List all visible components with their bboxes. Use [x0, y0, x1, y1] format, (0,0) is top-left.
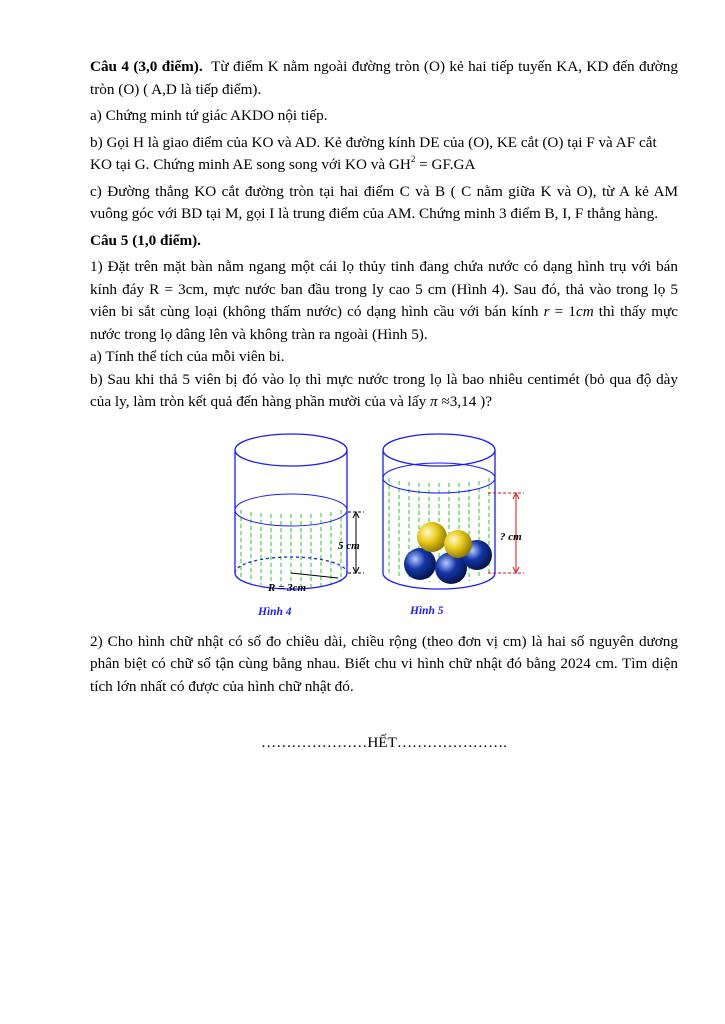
q4-c: c) Đường thẳng KO cắt đường tròn tại hai điểm C và B ( C nằm giữa K và O), từ A kẻ AM vuông góc với BD tại M, gọi I là trung điểm của AM. Chứng minh 3 điểm B, I, F thẳng hàng. — [90, 182, 678, 222]
cylinder-hinh-5 — [383, 434, 524, 589]
q5-r-unit: cm — [575, 303, 594, 320]
q4-intro-text: Từ điểm K nằm ngoài đường tròn (O) kẻ hai tiếp tuyến KA, KD đến đường tròn (O) ( A,D là tiếp điểm). — [90, 58, 678, 98]
cylinder-figure — [226, 428, 556, 623]
q5-p1 — [90, 256, 678, 346]
q4-intro — [90, 56, 678, 101]
q5-p1-tail: thì thấy mực nước trong lọ dâng lên và không tràn ra ngoài (Hình 5). — [90, 303, 679, 343]
q5-title: Câu 5 (1,0 điểm). — [90, 231, 201, 249]
pi-approx: ≈3,14 — [437, 393, 477, 410]
q5-a: a) Tính thể tích của mỗi viên bi. — [90, 348, 285, 365]
q4-a: a) Chứng minh tứ giác AKDO nội tiếp. — [90, 107, 328, 124]
unknown-height-label: ? cm — [500, 530, 522, 543]
q5-b — [90, 369, 678, 414]
q4-b-text: b) Gọi H là giao điểm của KO và AD. Kẻ đường kính DE của (O), KE cắt (O) tại F và AF cắt KO tại G. Chứng minh AE song song với KO và GH — [90, 133, 657, 173]
q4-title: Câu 4 (3,0 điểm). — [90, 58, 203, 75]
q4-b — [90, 132, 678, 177]
caption-hinh-5: Hình 5 — [410, 604, 444, 617]
height-label-5cm: 5 cm — [338, 539, 360, 552]
q5-r-var: r — [543, 303, 550, 320]
q4-b-tail: = GF.GA — [415, 156, 476, 173]
q4-b-sup: 2 — [410, 153, 416, 164]
q5-b-tail: )? — [476, 393, 492, 410]
pi-symbol: π — [430, 393, 438, 410]
cylinder-hinh-4 — [235, 434, 364, 589]
radius-label: R = 3cm — [268, 581, 307, 594]
end-marker: …………………HẾT…………………. — [261, 734, 507, 751]
q5-b-text: b) Sau khi thả 5 viên bị đó vào lọ thì mực nước trong lọ là bao nhiêu centimét (bỏ qua độ dày của ly, làm tròn kết quả đến hàng phần mười của và lấy — [90, 370, 678, 410]
q5-r-eq: = 1 — [549, 303, 576, 320]
caption-hinh-4: Hình 4 — [258, 605, 292, 618]
q5-p1-text: 1) Đặt trên mặt bàn nằm ngang một cái lọ thủy tinh đang chứa nước có dạng hình trụ với bán kính đáy R = 3cm, mực nước ban đầu trong ly cao 5 cm (Hình 4). Sau đó, thả vào trong lọ 5 viên bi sắt cùng loại (không thấm nước) có dạng hình cầu với bán kính — [90, 258, 678, 320]
exam-page — [90, 56, 678, 755]
q5-p2: 2) Cho hình chữ nhật có số đo chiều dài, chiều rộng (theo đơn vị cm) là hai số nguyên dương phân biệt có chữ số tận cùng bằng nhau. Biết chu vi hình chữ nhật đó bằng 2024 cm. Tìm diện tích lớn nhất có được của hình chữ nhật đó. — [90, 632, 678, 695]
